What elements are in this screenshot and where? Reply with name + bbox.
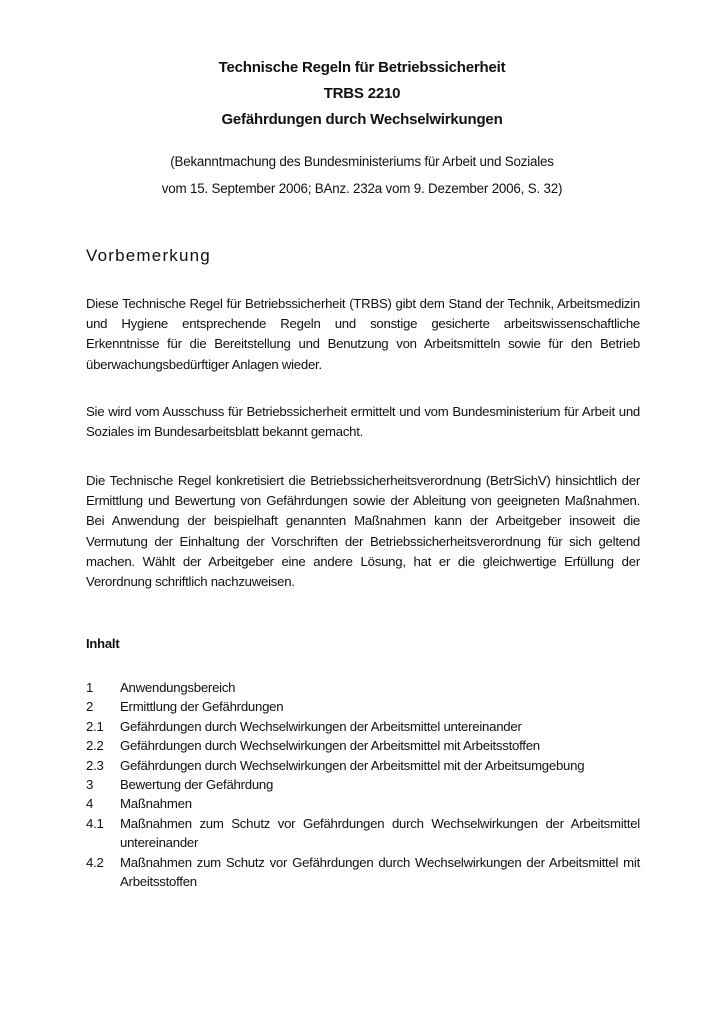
toc-item-number: 2.2 (86, 738, 104, 754)
paragraph-3: Die Technische Regel konkretisiert die Betriebssicherheitsverordnung (BetrSichV) hinsichtlich der Ermittlung und Bewertung von Gefährdungen sowie der Ableitung von geeigneten Maßnahmen. Bei Anwendung der beispielhaft genannten Maßnahmen kann der Arbeitgeber insoweit die Vermutung der Einhaltung der Vorschriften der Betriebssicherheitsverordnung für sich geltend machen. Wählt der Arbeitgeber eine andere Lösung, hat er die gleichwertige Erfüllung der Verordnung schriftlich nachzuweisen. (86, 473, 640, 590)
toc-item (86, 697, 640, 716)
toc-item-number: 2.3 (86, 757, 104, 773)
toc-item (86, 736, 640, 755)
toc-item (86, 794, 640, 813)
toc-item-text: Maßnahmen zum Schutz vor Gefährdungen durch Wechselwirkungen der Arbeitsmittel untereinander (120, 815, 640, 851)
paragraph-2: Sie wird vom Ausschuss für Betriebssicherheit ermittelt und vom Bundesministerium für Arbeit und Soziales im Bundesarbeitsblatt bekannt gemacht. (86, 404, 640, 440)
toc-item (86, 814, 640, 853)
toc-item-number: 2.1 (86, 718, 104, 734)
toc-item-number: 1 (86, 680, 94, 695)
toc-item-number: 4.2 (86, 854, 104, 870)
toc-item-text: Gefährdungen durch Wechselwirkungen der Arbeitsmittel untereinander (120, 718, 522, 734)
toc-item-text: Bewertung der Gefährdung (120, 777, 274, 793)
section-heading-inhalt: Inhalt (86, 636, 120, 651)
document-title: Technische Regeln für Betriebssicherheit (218, 59, 506, 76)
toc-item (86, 775, 640, 794)
document-code: TRBS 2210 (323, 85, 401, 102)
publication-note (0, 148, 724, 202)
document-title-block (0, 55, 724, 133)
document-subject: Gefährdungen durch Wechselwirkungen (221, 111, 503, 128)
toc-item-number: 3 (86, 777, 94, 793)
toc-item (86, 756, 640, 775)
table-of-contents (86, 678, 640, 891)
toc-item-text: Gefährdungen durch Wechselwirkungen der Arbeitsmittel mit der Arbeitsumgebung (120, 757, 585, 773)
toc-item (86, 853, 640, 892)
toc-item (86, 717, 640, 736)
toc-item-number: 2 (86, 699, 94, 715)
paragraph-1: Diese Technische Regel für Betriebssicherheit (TRBS) gibt dem Stand der Technik, Arbeitsmedizin und Hygiene entsprechende Regeln und sonstige gesicherte arbeitswissenschaftliche Erkenntnisse für die Bereitstellung und Benutzung von Arbeitsmitteln sowie für den Betrieb überwachungsbedürftiger Anlagen wieder. (86, 296, 640, 372)
toc-item-text: Anwendungsbereich (120, 680, 236, 695)
section-heading-vorbemerkung: Vorbemerkung (86, 246, 211, 265)
toc-item (86, 678, 640, 697)
toc-item-text: Gefährdungen durch Wechselwirkungen der Arbeitsmittel mit Arbeitsstoffen (120, 738, 540, 754)
toc-item-text: Ermittlung der Gefährdungen (120, 699, 284, 715)
publication-note-line-2: vom 15. September 2006; BAnz. 232a vom 9. Dezember 2006, S. 32) (161, 181, 563, 196)
toc-item-number: 4 (86, 796, 94, 812)
toc-item-text: Maßnahmen (120, 796, 192, 812)
toc-item-text: Maßnahmen zum Schutz vor Gefährdungen durch Wechselwirkungen der Arbeitsmittel mit Arbeitsstoffen (120, 854, 640, 890)
toc-item-number: 4.1 (86, 815, 104, 831)
publication-note-line-1: (Bekanntmachung des Bundesministeriums für Arbeit und Soziales (170, 154, 554, 169)
